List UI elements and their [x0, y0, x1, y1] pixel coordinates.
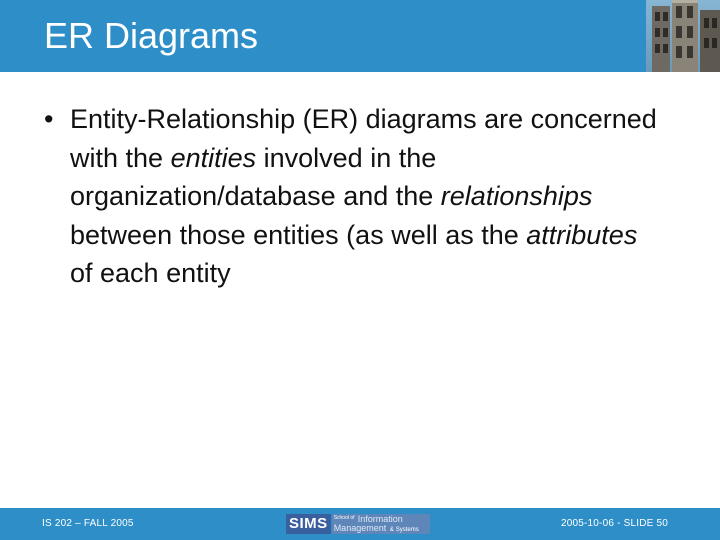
footer-bar: [0, 508, 720, 540]
logo-school-text: [332, 514, 430, 534]
bullet-segment: involved in the organization/database and the: [70, 142, 441, 211]
bullet-text: [70, 104, 657, 288]
slide-title: ER Diagrams: [44, 15, 259, 56]
bullet-emphasis-relationships: relationships: [440, 181, 593, 211]
slide-body: [40, 100, 660, 293]
logo-sims-text: SIMS: [286, 514, 331, 534]
sims-logo-icon: [286, 513, 436, 535]
bullet-marker: •: [44, 104, 54, 134]
bullet-emphasis-entities: entities: [170, 142, 257, 173]
bullet-emphasis-attributes: attributes: [526, 219, 638, 250]
footer-course: IS 202 – FALL 2005: [42, 518, 134, 529]
bullet-item: [40, 100, 660, 293]
footer-slide-number: 2005-10-06 - SLIDE 50: [560, 518, 668, 529]
logo-and: &: [389, 527, 394, 533]
title-bar: [0, 0, 720, 72]
logo-systems: Systems: [395, 527, 419, 533]
bullet-segment: Entity-Relationship (ER) diagrams are concerned with the: [70, 104, 657, 173]
logo-information: Information: [357, 514, 403, 524]
bullet-segment: of each entity: [70, 258, 231, 288]
logo-school-of: School of: [333, 515, 355, 521]
building-photo-icon: [638, 0, 720, 72]
logo-management: Management: [333, 523, 387, 533]
bullet-segment: between those entities (as well as the: [70, 219, 527, 250]
